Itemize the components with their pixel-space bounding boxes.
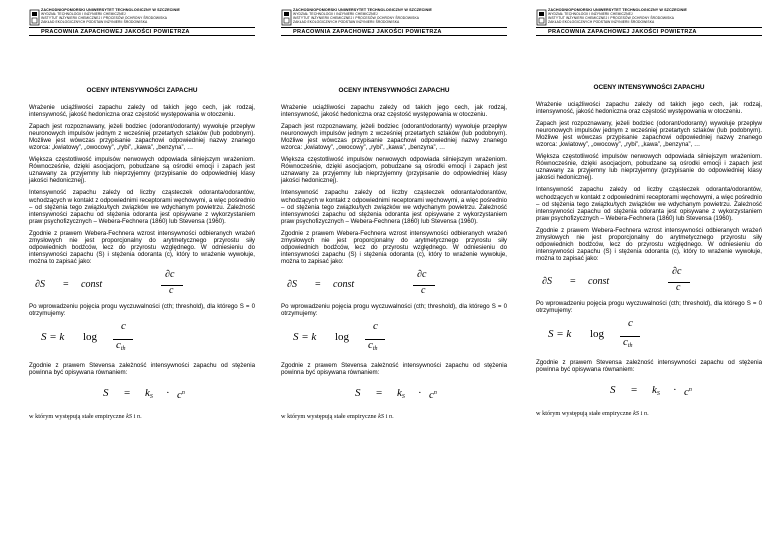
department-name: ZAKŁAD EKOLOGICZNYCH PODSTAW INŻYNIERII ŚRODOWISKA: [548, 20, 655, 25]
formula-c-denominator: c: [169, 284, 174, 296]
formula-S-equals-k: S = k: [293, 331, 317, 344]
formula-dc: ∂c: [417, 268, 427, 280]
formula-weber-fechner-differential: [29, 270, 255, 303]
paragraph-threshold: Po wprowadzeniu pojęcia progu wyczuwalności (cth; threshold), dla którego S = 0 otrzymujemy:: [29, 302, 255, 317]
formula-equals: =: [124, 387, 131, 400]
formula-equals: =: [570, 275, 576, 287]
university-logo-icon: [29, 9, 40, 26]
letterhead: [281, 0, 507, 44]
formula-const: const: [333, 278, 355, 290]
formula-kS: $k_S$: [652, 384, 660, 398]
lab-name: PRACOWNIA ZAPACHOWEJ JAKOŚCI POWIETRZA: [41, 28, 190, 35]
page-column-2: [281, 0, 507, 543]
formula-stevens: [536, 378, 762, 410]
institute-name: INSTYTUT INŻYNIERII CHEMICZNEJ I PROCESÓW OCHRONY ŚRODOWISKA: [293, 16, 420, 21]
department-name: ZAKŁAD EKOLOGICZNYCH PODSTAW INŻYNIERII ŚRODOWISKA: [293, 20, 400, 25]
formula-c-power: $c^n$: [429, 389, 437, 402]
letterhead-text: [548, 8, 687, 24]
formula-dot: ·: [673, 384, 677, 397]
header-rule-bottom: [536, 35, 762, 36]
formula-dS: ∂S: [542, 275, 552, 287]
paragraph-intensity: Intensywność zapachu zależy od liczby cząsteczek odoranta/odorantów, wchodzących w kontakt z odpowiednimi receptorami węchowymi, a więc pośrednio – od stężenia tego związku/tych związków we wdychanym powietrzu. Zależność intensywności zapachu od stężenia odoranta jest opisywane z wykorzystaniem praw psychofizycznych – Webera-Fechnera (1860) lub Stevensa (1960).: [29, 189, 255, 225]
paragraph-intensity: Intensywność zapachu zależy od liczby cząsteczek odoranta/odorantów, wchodzących w kontakt z odpowiednimi receptorami węchowymi, a więc pośrednio – od stężenia tego związku/tych związków we wdychanym powietrzu. Zależność intensywności zapachu od stężenia odoranta jest opisywane z wykorzystaniem praw psychofizycznych – Webera-Fechnera (1860) lub Stevensa (1960).: [281, 189, 507, 225]
lab-name: PRACOWNIA ZAPACHOWEJ JAKOŚCI POWIETRZA: [293, 28, 442, 35]
formula-kS: $k_S$: [397, 387, 405, 401]
formula-equals: =: [63, 278, 69, 290]
formula-c-denominator: c: [676, 281, 681, 293]
paragraph-stevens: Zgodnie z prawem Stevensa zależność intensywności zapachu od stężenia powinna być opisywana równaniem:: [29, 362, 255, 377]
document-body: [281, 104, 507, 420]
page-column-1: [29, 0, 255, 543]
paragraph-stevens: Zgodnie z prawem Stevensa zależność intensywności zapachu od stężenia powinna być opisywana równaniem:: [281, 362, 507, 377]
paragraph-intensity: Intensywność zapachu zależy od liczby cząsteczek odoranta/odorantów, wchodzących w kontakt z odpowiednimi receptorami węchowymi, a więc pośrednio – od stężenia tego związku/tych związków we wdychanym powietrzu. Zależność intensywności zapachu od stężenia odoranta jest opisywane z wykorzystaniem praw psychofizycznych – Webera-Fechnera (1860) lub Stevensa (1960).: [536, 186, 762, 222]
page-title: OCENY INTENSYWNOŚCI ZAPACHU: [593, 84, 705, 91]
formula-S-equals-k: S = k: [548, 328, 572, 341]
university-name: ZACHODNIOPOMORSKI UNIWERSYTET TECHNOLOGICZNY W SZCZECINIE: [548, 8, 687, 12]
formula-c-numerator: c: [373, 320, 378, 333]
page-column-3: [536, 0, 762, 543]
formula-equals: =: [315, 278, 321, 290]
formula-log: log: [335, 331, 350, 344]
paragraph-annoyance: Wrażenie uciążliwości zapachu zależy od takich jego cech, jak rodzaj, intensywność, jakość hedoniczna oraz częstość występowania w otoczeniu.: [29, 104, 255, 119]
institute-name: INSTYTUT INŻYNIERII CHEMICZNEJ I PROCESÓW OCHRONY ŚRODOWISKA: [41, 16, 168, 21]
formula-weber-fechner-differential: [536, 267, 762, 300]
paragraph-frequency: Większa częstotliwość impulsów nerwowych odpowiada silniejszym wrażeniom. Równocześnie, dzięki asocjacjom, pobudzane są ośrodki emocji i zapach jest uznawany za przyjemny lub nieprzyjemny (przypisanie do odpowiedniej klasy jakości hedonicznej).: [281, 156, 507, 185]
formula-dS: ∂S: [35, 278, 45, 290]
formula-dot: ·: [418, 387, 422, 400]
paragraph-frequency: Większa częstotliwość impulsów nerwowych odpowiada silniejszym wrażeniom. Równocześnie, dzięki asocjacjom, pobudzane są ośrodki emocji i zapach jest uznawany za przyjemny lub nieprzyjemny (przypisanie do odpowiedniej klasy jakości hedonicznej).: [29, 156, 255, 185]
formula-c-numerator: c: [121, 320, 126, 333]
paragraph-threshold: Po wprowadzeniu pojęcia progu wyczuwalności (cth; threshold), dla którego S = 0 otrzymujemy:: [281, 302, 507, 317]
document-body: [29, 104, 255, 420]
formula-equals: =: [376, 387, 383, 400]
faculty-name: WYDZIAŁ TECHNOLOGII I INŻYNIERII CHEMICZNEJ: [548, 12, 633, 17]
formula-kS: $k_S$: [145, 387, 153, 401]
faculty-name: WYDZIAŁ TECHNOLOGII I INŻYNIERII CHEMICZNEJ: [41, 12, 126, 17]
formula-weber-fechner-log: [536, 319, 762, 359]
paragraph-recognition: Zapach jest rozpoznawany, jeżeli bodziec (odorant/odoranty) wywołuje przepływ neuronowych impulsów jednym z wcześniej przetartych szlaków (lub podobnym). Możliwe jest wówczas przypisanie zapachowi odpowiedniej nazwy znanego wzorca: „kwiatowy”, „owocowy”, „rybi”, „kawa”, „benzyna”, …: [29, 123, 255, 152]
formula-const: const: [81, 278, 103, 290]
university-logo-icon: [536, 9, 547, 26]
paragraph-weber-fechner: Zgodnie z prawem Webera-Fechnera wzrost intensywności odbieranych wrażeń zmysłowych nie jest proporcjonalny do arytmetycznego przyrostu siły odpowiednich bodźców, lecz do przyrostu względnego. W odniesieniu do intensywności zapachu (S) i stężenia odoranta (c), który to wrażenie wywołuje, można to zapisać jako:: [29, 229, 255, 265]
lab-name: PRACOWNIA ZAPACHOWEJ JAKOŚCI POWIETRZA: [548, 28, 697, 35]
university-logo-icon: [281, 9, 292, 26]
formula-dc: ∂c: [165, 268, 175, 280]
letterhead: [536, 0, 762, 44]
page-title: OCENY INTENSYWNOŚCI ZAPACHU: [338, 87, 450, 94]
paragraph-recognition: Zapach jest rozpoznawany, jeżeli bodziec (odorant/odoranty) wywołuje przepływ neuronowych impulsów jednym z wcześniej przetartych szlaków (lub podobnym). Możliwe jest wówczas przypisanie zapachowi odpowiedniej nazwy znanego wzorca: „kwiatowy”, „owocowy”, „rybi”, „kawa”, „benzyna”, …: [536, 120, 762, 149]
formula-weber-fechner-differential: [281, 270, 507, 303]
formula-c-threshold: $c_{th}$: [368, 339, 378, 353]
header-rule-bottom: [29, 35, 255, 36]
paragraph-annoyance: Wrażenie uciążliwości zapachu zależy od takich jego cech, jak rodzaj, intensywność, jakość hedoniczna oraz częstość występowania w otoczeniu.: [536, 101, 762, 116]
paragraph-constants: w którym występują stałe empiryczne kS i n.: [281, 413, 394, 421]
institute-name: INSTYTUT INŻYNIERII CHEMICZNEJ I PROCESÓW OCHRONY ŚRODOWISKA: [548, 16, 675, 21]
paragraph-stevens: Zgodnie z prawem Stevensa zależność intensywności zapachu od stężenia powinna być opisywana równaniem:: [536, 359, 762, 374]
formula-equals: =: [631, 384, 638, 397]
formula-c-numerator: c: [628, 317, 633, 330]
formula-weber-fechner-log: [29, 322, 255, 362]
university-name: ZACHODNIOPOMORSKI UNIWERSYTET TECHNOLOGICZNY W SZCZECINIE: [41, 8, 180, 12]
letterhead: [29, 0, 255, 44]
paragraph-constants: w którym występują stałe empiryczne kS i n.: [536, 410, 649, 418]
department-name: ZAKŁAD EKOLOGICZNYCH PODSTAW INŻYNIERII ŚRODOWISKA: [41, 20, 148, 25]
formula-c-threshold: $c_{th}$: [623, 336, 633, 350]
header-rule-bottom: [281, 35, 507, 36]
formula-dc: ∂c: [672, 265, 682, 277]
formula-c-denominator: c: [421, 284, 426, 296]
formula-log: log: [83, 331, 98, 344]
formula-c-power: $c^n$: [177, 389, 185, 402]
faculty-name: WYDZIAŁ TECHNOLOGII I INŻYNIERII CHEMICZNEJ: [293, 12, 378, 17]
letterhead-text: [41, 8, 180, 24]
formula-dot: ·: [166, 387, 170, 400]
document-body: [536, 101, 762, 417]
page-title: OCENY INTENSYWNOŚCI ZAPACHU: [86, 87, 198, 94]
paragraph-threshold: Po wprowadzeniu pojęcia progu wyczuwalności (cth; threshold), dla którego S = 0 otrzymujemy:: [536, 299, 762, 314]
paragraph-annoyance: Wrażenie uciążliwości zapachu zależy od takich jego cech, jak rodzaj, intensywność, jakość hedoniczna oraz częstość występowania w otoczeniu.: [281, 104, 507, 119]
university-name: ZACHODNIOPOMORSKI UNIWERSYTET TECHNOLOGICZNY W SZCZECINIE: [293, 8, 432, 12]
formula-c-threshold: $c_{th}$: [116, 339, 126, 353]
formula-dS: ∂S: [287, 278, 297, 290]
paragraph-recognition: Zapach jest rozpoznawany, jeżeli bodziec (odorant/odoranty) wywołuje przepływ neuronowych impulsów jednym z wcześniej przetartych szlaków (lub podobnym). Możliwe jest wówczas przypisanie zapachowi odpowiedniej nazwy znanego wzorca: „kwiatowy”, „owocowy”, „rybi”, „kawa”, „benzyna”, …: [281, 123, 507, 152]
paragraph-constants: w którym występują stałe empiryczne kS i n.: [29, 413, 142, 421]
formula-S: S: [610, 384, 616, 397]
formula-S: S: [103, 387, 109, 400]
letterhead-text: [293, 8, 432, 24]
formula-c-power: $c^n$: [684, 386, 692, 399]
formula-stevens: [29, 381, 255, 413]
formula-log: log: [590, 328, 605, 341]
paragraph-weber-fechner: Zgodnie z prawem Webera-Fechnera wzrost intensywności odbieranych wrażeń zmysłowych nie jest proporcjonalny do arytmetycznego przyrostu siły odpowiednich bodźców, lecz do przyrostu względnego. W odniesieniu do intensywności zapachu (S) i stężenia odoranta (c), który to wrażenie wywołuje, można to zapisać jako:: [281, 229, 507, 265]
formula-weber-fechner-log: [281, 322, 507, 362]
formula-S: S: [355, 387, 361, 400]
formula-stevens: [281, 381, 507, 413]
formula-S-equals-k: S = k: [41, 331, 65, 344]
formula-const: const: [588, 275, 610, 287]
paragraph-frequency: Większa częstotliwość impulsów nerwowych odpowiada silniejszym wrażeniom. Równocześnie, dzięki asocjacjom, pobudzane są ośrodki emocji i zapach jest uznawany za przyjemny lub nieprzyjemny (przypisanie do odpowiedniej klasy jakości hedonicznej).: [536, 153, 762, 182]
paragraph-weber-fechner: Zgodnie z prawem Webera-Fechnera wzrost intensywności odbieranych wrażeń zmysłowych nie jest proporcjonalny do arytmetycznego przyrostu siły odpowiednich bodźców, lecz do przyrostu względnego. W odniesieniu do intensywności zapachu (S) i stężenia odoranta (c), który to wrażenie wywołuje, można to zapisać jako:: [536, 226, 762, 262]
